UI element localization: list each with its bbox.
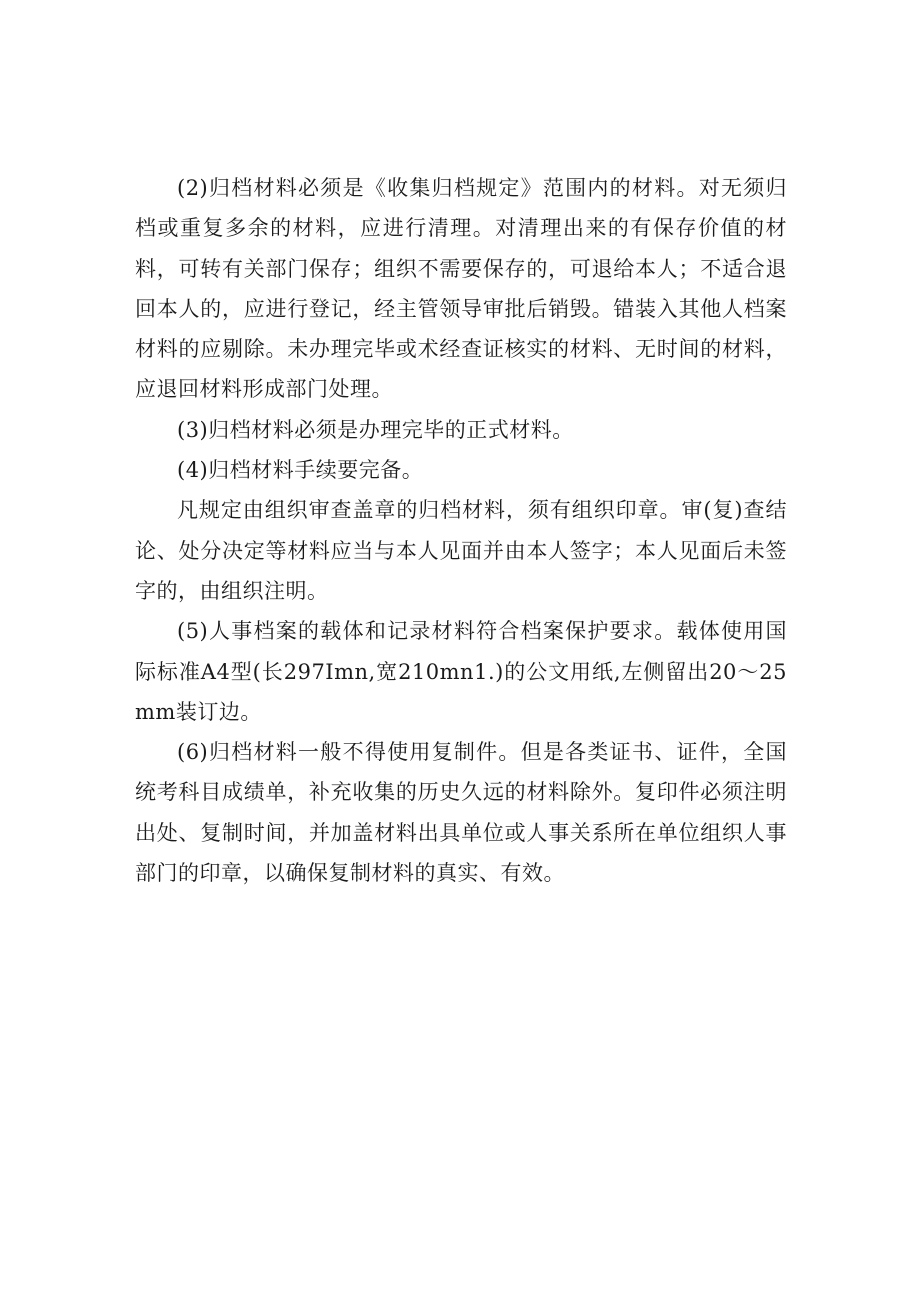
paragraph-item-6-copies: (6)归档材料一般不得使用复制件。但是各类证书、证件，全国统考科目成绩单，补充收集的历史久远的材料除外。复印件必须注明出处、复制时间，并加盖材料出具单位或人事关系所在单位组织人事部门的印章，以确保复制材料的真实、有效。 <box>135 740 787 886</box>
paragraph-item-2-scope: (2)归档材料必须是《收集归档规定》范围内的材料。对无须归档或重复多余的材料，应进行清理。对清理出来的有保存价值的材料，可转有关部门保存；组织不需要保存的，可退给本人；不适合退回本人的，应进行登记，经主管领导审批后销毁。错装入其他人档案材料的应剔除。未办理完毕或术经查证核实的材料、无时间的材料，应退回材料形成部门处理。 <box>135 176 787 402</box>
paragraph-item-3-finalized: (3)归档材料必须是办理完毕的正式材料。 <box>177 417 574 442</box>
document-body <box>135 168 787 893</box>
paragraph-item-4-procedures: (4)归档材料手续要完备。 <box>177 458 424 483</box>
paragraph-item-5-carrier: (5)人事档案的载体和记录材料符合档案保护要求。载体使用国际标准A4型(长297Imn,宽210mn1.)的公文用纸,左侧留出20～25mm装订边。 <box>135 619 787 724</box>
paragraph-seal-requirement: 凡规定由组织审查盖章的归档材料，须有组织印章。审(复)查结论、处分决定等材料应当与本人见面并由本人签字；本人见面后未签字的，由组织注明。 <box>135 498 787 603</box>
